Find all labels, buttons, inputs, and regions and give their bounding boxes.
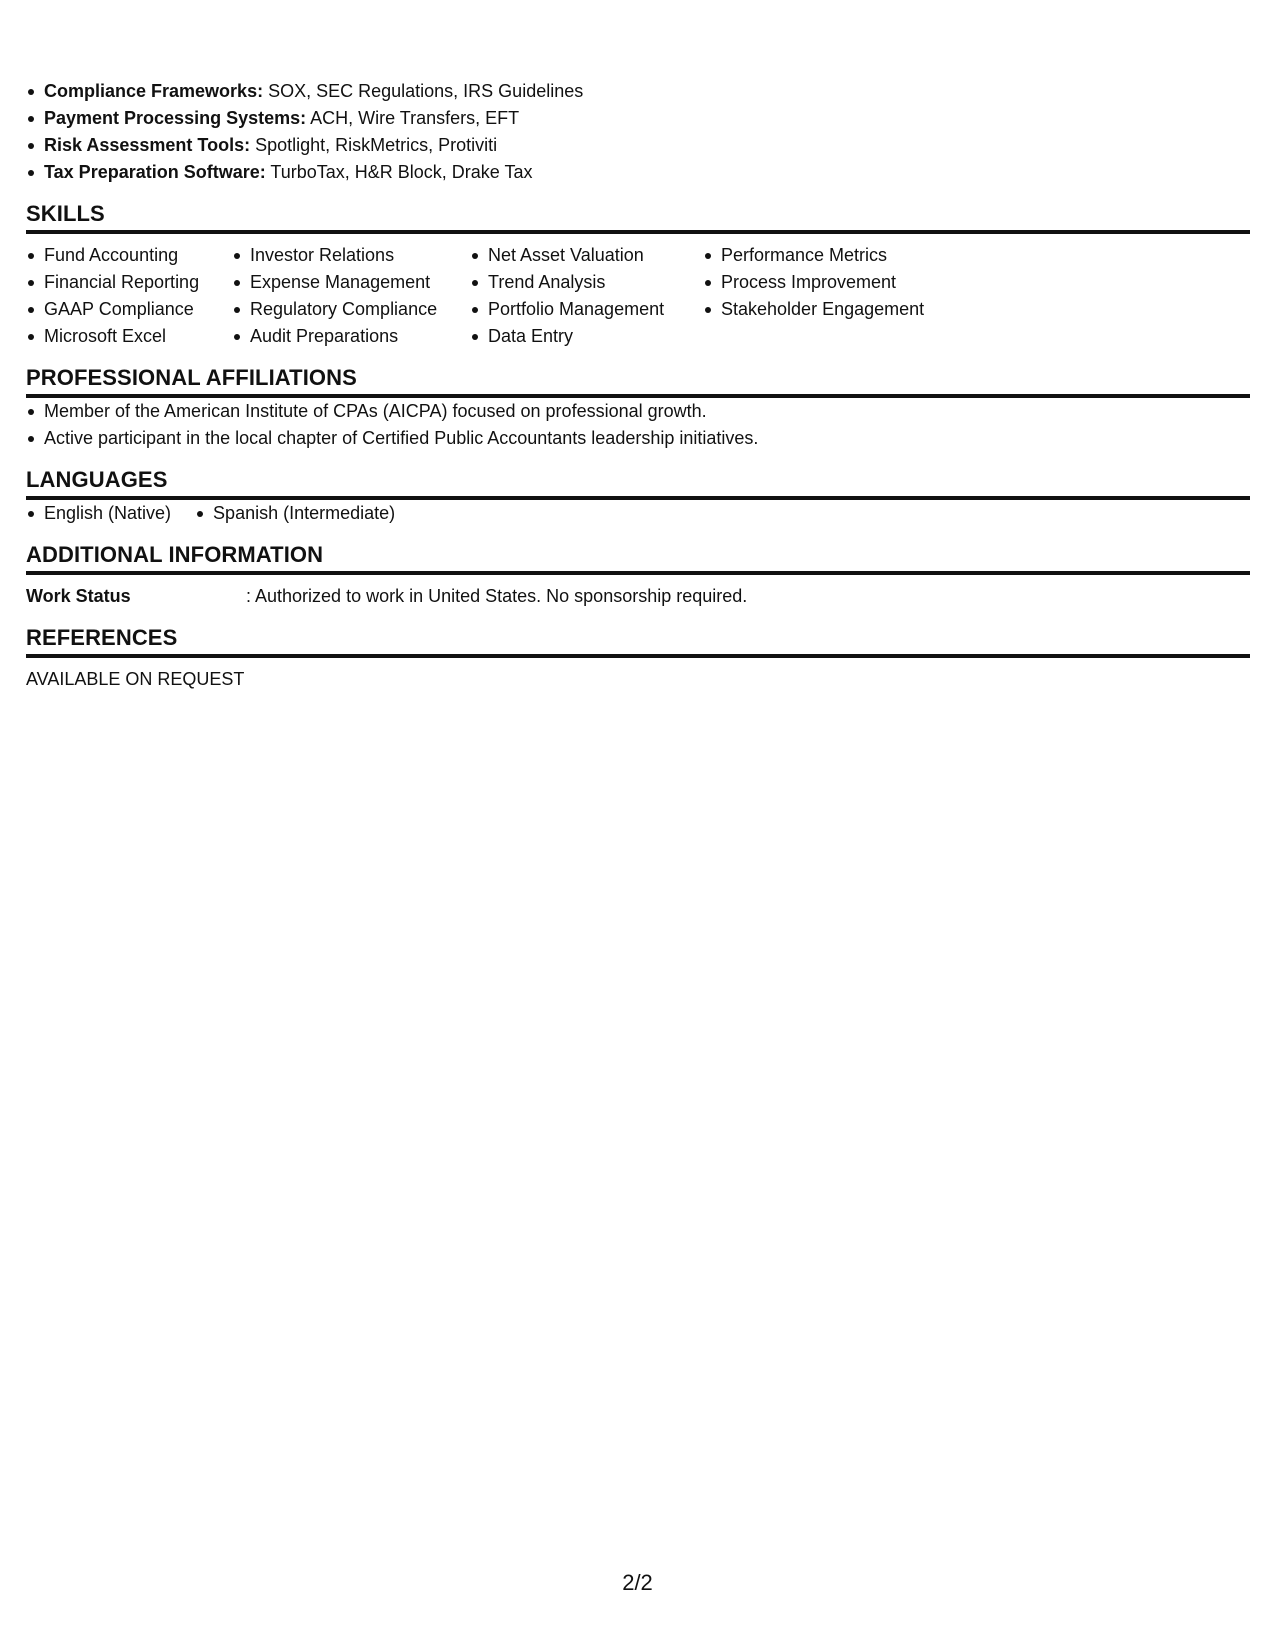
affiliations-title: PROFESSIONAL AFFILIATIONS: [26, 365, 357, 390]
skill-item: Portfolio Management: [470, 296, 703, 323]
work-status-row: [26, 583, 1250, 610]
skill-item: Trend Analysis: [470, 269, 703, 296]
skill-item: Net Asset Valuation: [470, 242, 703, 269]
languages-list: [26, 500, 1250, 527]
skill-item: Expense Management: [232, 269, 470, 296]
languages-title: LANGUAGES: [26, 467, 168, 492]
additional-header: [26, 541, 1250, 575]
skill-item: Financial Reporting: [26, 269, 232, 296]
skill-item: Data Entry: [470, 323, 703, 350]
skill-item: Investor Relations: [232, 242, 470, 269]
affiliations-header: [26, 364, 1250, 398]
skill-item: Performance Metrics: [703, 242, 963, 269]
additional-title: ADDITIONAL INFORMATION: [26, 542, 324, 567]
skill-item: Process Improvement: [703, 269, 963, 296]
tools-list-item: Risk Assessment Tools: Spotlight, RiskMetrics, Protiviti: [26, 132, 1250, 159]
references-text: AVAILABLE ON REQUEST: [26, 669, 245, 689]
affiliation-item: Active participant in the local chapter of Certified Public Accountants leadership initiatives.: [26, 425, 1250, 452]
page-number: 2/2: [622, 1570, 653, 1595]
language-item: Spanish (Intermediate): [195, 500, 395, 527]
skills-column: [703, 242, 963, 350]
language-item: English (Native): [26, 500, 171, 527]
resume-page: [26, 78, 1250, 693]
references-title: REFERENCES: [26, 625, 178, 650]
skill-item: Regulatory Compliance: [232, 296, 470, 323]
skills-column: [26, 242, 232, 350]
skills-grid: [26, 242, 1250, 350]
languages-header: [26, 466, 1250, 500]
affiliation-item: Member of the American Institute of CPAs (AICPA) focused on professional growth.: [26, 398, 1250, 425]
skill-item: Stakeholder Engagement: [703, 296, 963, 323]
tools-list-item: Payment Processing Systems: ACH, Wire Transfers, EFT: [26, 105, 1250, 132]
skills-column: [470, 242, 703, 350]
affiliations-list: [26, 398, 1250, 452]
skill-item: GAAP Compliance: [26, 296, 232, 323]
skill-item: Microsoft Excel: [26, 323, 232, 350]
skill-item: Audit Preparations: [232, 323, 470, 350]
tools-list: [26, 78, 1250, 186]
skill-item: Fund Accounting: [26, 242, 232, 269]
work-status-value: : Authorized to work in United States. No sponsorship required.: [246, 586, 748, 606]
skills-column: [232, 242, 470, 350]
work-status-label: Work Status: [26, 586, 131, 606]
tools-list-item: Compliance Frameworks: SOX, SEC Regulations, IRS Guidelines: [26, 78, 1250, 105]
references-header: [26, 624, 1250, 658]
tools-list-item: Tax Preparation Software: TurboTax, H&R Block, Drake Tax: [26, 159, 1250, 186]
skills-header: [26, 200, 1250, 234]
skills-title: SKILLS: [26, 201, 105, 226]
